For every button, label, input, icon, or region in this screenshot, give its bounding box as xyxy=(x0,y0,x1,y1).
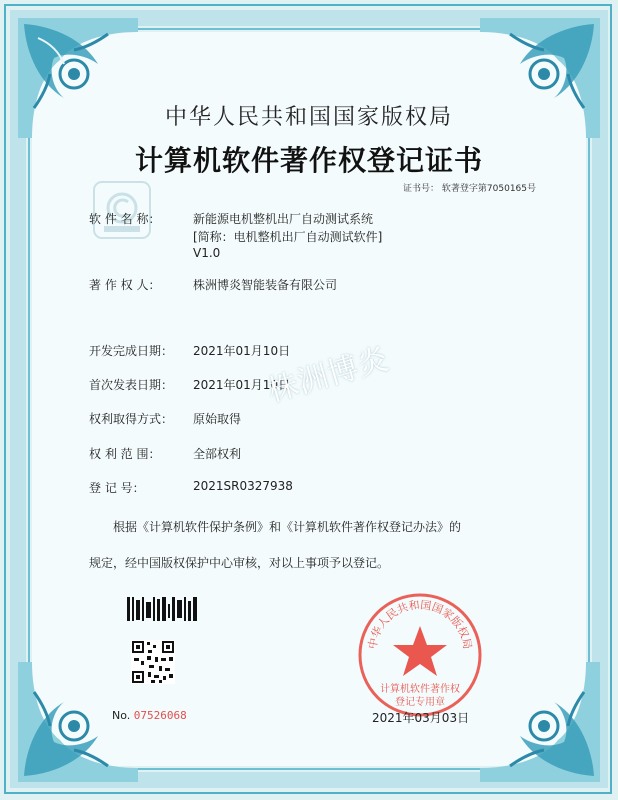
field-label: 开发完成日期： xyxy=(89,344,174,358)
seal-center-line1: 计算机软件著作权 xyxy=(380,684,460,695)
corner-ornament-icon xyxy=(476,658,604,786)
seal-ring-text: 中华人民共和国国家版权局 xyxy=(365,598,475,651)
barcode-icon xyxy=(126,596,198,622)
field-label: 登 记 号： xyxy=(89,481,145,495)
field-value: 2021年01月10日 xyxy=(193,378,291,392)
corner-ornament-icon xyxy=(14,658,142,786)
issuer-title: 中华人民共和国国家版权局 xyxy=(164,105,453,130)
field-value: 新能源电机整机出厂自动测试系统 xyxy=(193,212,374,226)
serial-prefix: No. xyxy=(112,709,131,722)
field-value-version: V1.0 xyxy=(193,246,221,260)
field-value: 2021SR0327938 xyxy=(193,479,293,493)
seal-center-line2: 登记专用章 xyxy=(395,697,445,708)
serial-value: 07526068 xyxy=(133,709,187,722)
certificate-title: 计算机软件著作权登记证书 xyxy=(134,144,483,177)
official-seal-icon xyxy=(355,590,485,720)
field-value-short-name: [简称：电机整机出厂自动测试软件] xyxy=(193,230,383,244)
serial-number xyxy=(112,709,187,722)
body-text-line1: 根据《计算机软件保护条例》和《计算机软件著作权登记办法》的 xyxy=(113,520,462,534)
field-value: 2021年01月10日 xyxy=(193,344,291,358)
field-label: 著 作 权 人： xyxy=(89,278,161,292)
field-label: 软 件 名 称： xyxy=(89,212,161,226)
qr-code-icon xyxy=(131,640,175,684)
issue-date: 2021年03月03日 xyxy=(372,711,470,725)
body-text-line2: 规定，经中国版权保护中心审核，对以上事项予以登记。 xyxy=(89,556,390,570)
watermark-text: 株洲博炎 xyxy=(264,341,394,410)
field-label: 权利取得方式： xyxy=(89,412,174,426)
field-label: 首次发表日期： xyxy=(89,378,174,392)
field-value: 原始取得 xyxy=(193,412,242,426)
field-label: 权 利 范 围： xyxy=(89,447,161,461)
field-value: 全部权利 xyxy=(193,447,242,461)
certificate-number: 证书号： 软著登字第7050165号 xyxy=(403,184,536,194)
field-value: 株洲博炎智能装备有限公司 xyxy=(193,278,338,292)
